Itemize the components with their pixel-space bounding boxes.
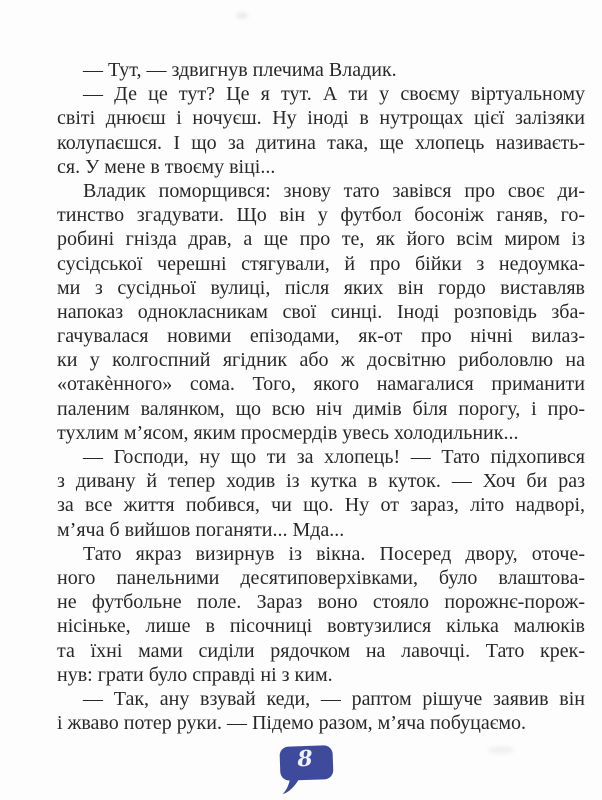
text-line: гачувалася новими епізодами, як-от про нічні вилаз- <box>57 325 585 348</box>
text-line: — Господи, ну що ти за хлопець! — Тато підхопився <box>83 446 585 468</box>
text-line: ми з сусідньої вулиці, після яких він гордо виставляв <box>57 276 585 299</box>
text-line: робині гнізда драв, а ще про те, як його всім миром із <box>57 228 585 251</box>
text-line: — Так, ану взувай кеди, — раптом рішуче заявив він <box>83 687 585 710</box>
page-text <box>57 58 585 735</box>
scan-smudge <box>236 12 248 19</box>
text-line: напоказ однокласникам свої синці. Іноді розповідь зба- <box>57 300 585 323</box>
text-line: колупаєшся. І що за дитина така, ще хлопець називаєть- <box>57 131 585 154</box>
text-line: світі днюєш і ночуєш. Ну іноді в нутрощах цієї залізяки <box>57 107 585 130</box>
text-line: «отакѐнного» сома. Того, якого намагалися приманити <box>57 373 585 396</box>
text-line: Тато якраз визирнув із вікна. Посеред двору, оточе- <box>83 542 585 565</box>
text-line: не футбольне поле. Зараз воно стояло порожнє-порож- <box>57 591 585 614</box>
text-line: ки у колгоспний ягідник або ж досвітню риболовлю на <box>57 349 585 372</box>
text-line: паленим валянком, що всю ніч димів біля порогу, і про- <box>57 397 585 420</box>
page-number: 8 <box>296 745 314 773</box>
text-line: сусідської черешні стягували, й про бійки з недоумка- <box>57 252 585 275</box>
text-line: та їхні мами сиділи рядочком на лавочці. Тато крек- <box>57 639 585 662</box>
text-line: Владик поморщився: знову тато завівся про своє ди- <box>83 179 585 202</box>
text-line: нув: грати було справді ні з ким. <box>57 663 333 686</box>
scan-smudge <box>488 746 514 754</box>
text-line: — Тут, — здвигнув плечима Владик. <box>83 59 397 81</box>
text-line: ся. У мене в твоєму віці... <box>57 155 276 178</box>
text-line: тухлим м’ясом, яким просмердів увесь холодильник... <box>57 421 519 444</box>
text-line: тинство згадувати. Що він у футбол босоніж ганяв, го- <box>57 204 585 227</box>
text-line: ного панельними десятиповерхівками, було влаштова- <box>57 566 585 589</box>
page-number-badge <box>275 742 339 798</box>
text-line: — Де це тут? Це я тут. А ти у своєму віртуальному <box>83 83 585 106</box>
text-line: за все життя побився, чи що. Ну от зараз, літо надворі, <box>57 494 585 517</box>
text-line: і жваво потер руки. — Підемо разом, м’яча побуцаємо. <box>57 712 526 735</box>
text-line: м’яча б вийшов поганяти... Мда... <box>57 518 345 541</box>
text-line: нісіньке, лише в пісочниці вовтузилися кілька малюків <box>57 615 585 638</box>
text-line: з дивану й тепер ходив із кутка в куток. — Хоч би раз <box>57 470 585 493</box>
